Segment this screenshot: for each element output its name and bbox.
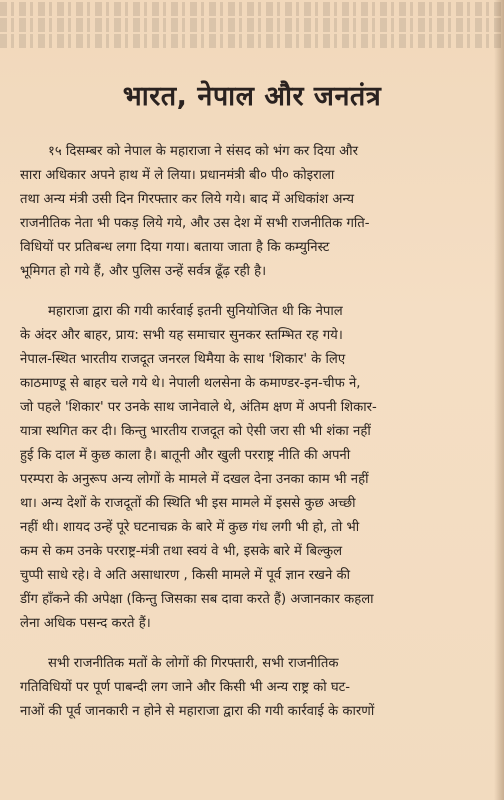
text-line: भूमिगत हो गये हैं, और पुलिस उन्हें सर्वत्र ढूँढ़ रही है।	[20, 264, 267, 279]
text-line: राजनीतिक नेता भी पकड़ लिये गये, और उस देश में सभी राजनीतिक गति-	[20, 216, 370, 231]
text-line: परम्परा के अनुरूप अन्य लोगों के मामले में दखल देना उनका काम भी नहीं	[20, 472, 369, 487]
text-line: के अंदर और बाहर, प्राय: सभी यह समाचार सुनकर स्तम्भित रह गये।	[20, 328, 343, 343]
paragraph-3	[20, 652, 498, 724]
page-title: भारत, नेपाल और जनतंत्र	[122, 81, 382, 112]
text-line: था। अन्य देशों के राजदूतों की स्थिति भी इस मामले में इससे कुछ अच्छी	[20, 496, 356, 511]
text-line: चुप्पी साधे रहे। वे अति असाधारण , किसी मामले में पूर्व ज्ञान रखने की	[20, 568, 351, 583]
article-body	[20, 140, 498, 724]
text-line: हुई कि दाल में कुछ काला है। बातूनी और खुली परराष्ट्र नीति की अपनी	[20, 448, 351, 463]
text-line: लेना अधिक पसन्द करते हैं।	[20, 616, 151, 631]
text-line: नहीं थी। शायद उन्हें पूरे घटनाचक्र के बारे में कुछ गंध लगी भी हो, तो भी	[20, 520, 360, 535]
text-line: महाराजा द्वारा की गयी कार्रवाई इतनी सुनियोजित थी कि नेपाल	[48, 304, 343, 319]
text-line: जो पहले 'शिकार' पर उनके साथ जानेवाले थे, अंतिम क्षण में अपनी शिकार-	[20, 400, 377, 415]
text-line: तथा अन्य मंत्री उसी दिन गिरफ्तार कर लिये गये। बाद में अधिकांश अन्य	[20, 192, 354, 207]
text-line: नेपाल-स्थित भारतीय राजदूत जनरल थिमैया के साथ 'शिकार' के लिए	[20, 352, 346, 367]
text-line: नाओं की पूर्व जानकारी न होने से महाराजा द्वारा की गयी कार्रवाई के कारणों	[20, 704, 375, 719]
text-line: काठमाण्डू से बाहर चले गये थे। नेपाली थलसेना के कमाण्डर-इन-चीफ ने,	[20, 376, 361, 391]
text-line: गतिविधियों पर पूर्ण पाबन्दी लग जाने और किसी भी अन्य राष्ट्र को घट-	[20, 680, 351, 695]
text-line: सभी राजनीतिक मतों के लोगों की गिरफ्तारी, सभी राजनीतिक	[48, 656, 339, 671]
text-line: सारा अधिकार अपने हाथ में ले लिया। प्रधानमंत्री बी० पी० कोइराला	[20, 168, 335, 183]
text-line: यात्रा स्थगित कर दी। किन्तु भारतीय राजदूत को ऐसी जरा सी भी शंका नहीं	[20, 424, 371, 439]
text-line: कम से कम उनके परराष्ट्र-मंत्री तथा स्वयं वे भी, इसके बारे में बिल्कुल	[20, 544, 343, 559]
text-line: १५ दिसम्बर को नेपाल के महाराजा ने संसद को भंग कर दिया और	[48, 144, 358, 159]
show-through-text	[0, 0, 504, 60]
paragraph-1	[20, 140, 498, 284]
text-line: विधियों पर प्रतिबन्ध लगा दिया गया। बताया जाता है कि कम्युनिस्ट	[20, 240, 330, 255]
text-line: डींग हाँकने की अपेक्षा (किन्तु जिसका सब दावा करते हैं) अजानकार कहला	[20, 592, 374, 607]
paragraph-2	[20, 300, 498, 636]
